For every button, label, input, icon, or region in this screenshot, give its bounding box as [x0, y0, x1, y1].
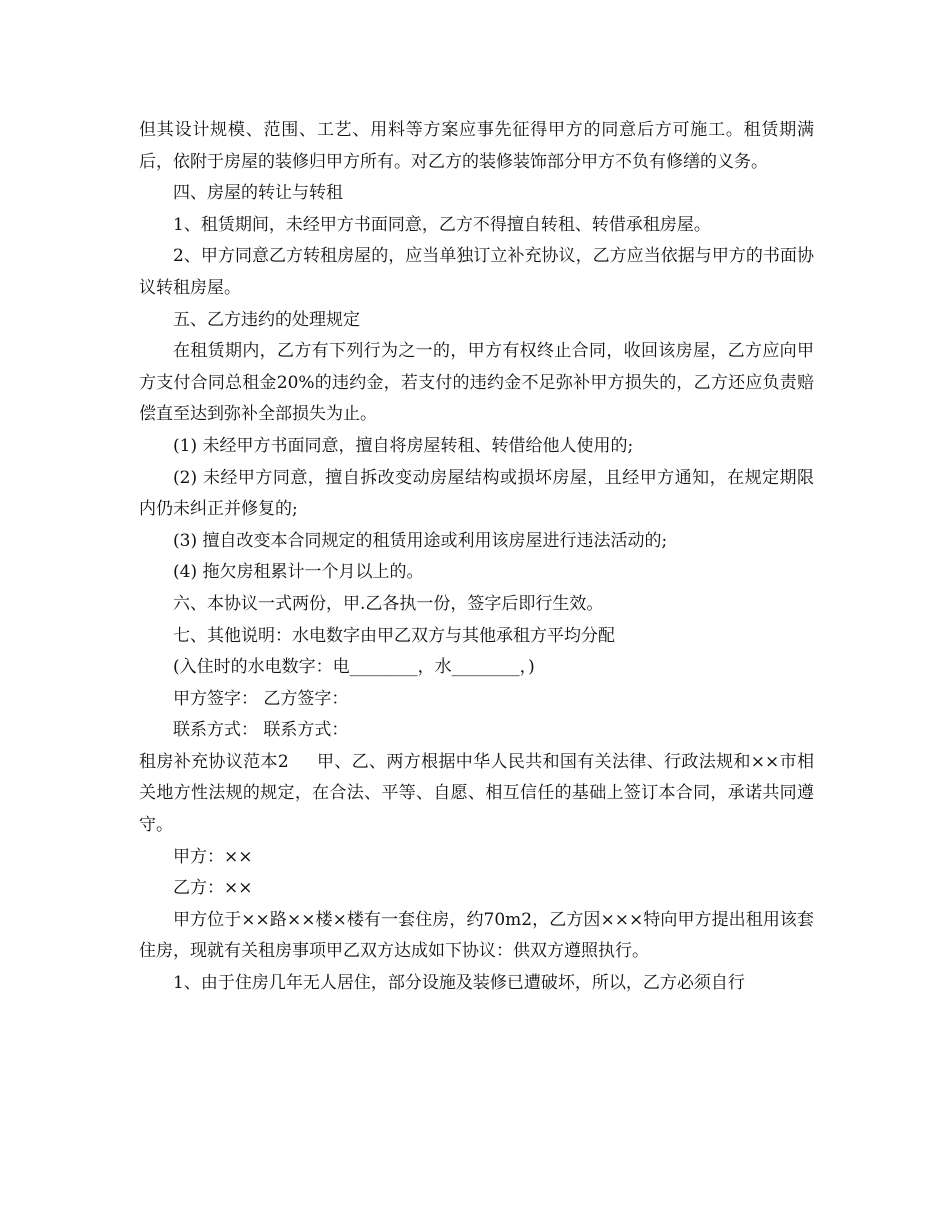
contract-body-part-1 [139, 115, 814, 747]
document-paragraph: 1、租赁期间，未经甲方书面同意，乙方不得擅自转租、转借承租房屋。 [173, 214, 711, 235]
sample2-heading: 租房补充协议范本2 [139, 751, 289, 772]
sample2-heading-paragraph [139, 747, 814, 842]
document-paragraph: 联系方式： 联系方式： [173, 720, 349, 741]
document-paragraph: 六、本协议一式两份，甲.乙各执一份，签字后即行生效。 [173, 593, 604, 614]
document-paragraph: 五、乙方违约的处理规定 [173, 309, 360, 330]
document-paragraph: 乙方：×× [173, 878, 253, 899]
document-page [139, 115, 814, 1000]
document-paragraph: (3) 擅自改变本合同规定的租赁用途或利用该房屋进行违法活动的; [173, 530, 668, 551]
document-paragraph: (1) 未经甲方书面同意，擅自将房屋转租、转借给他人使用的; [173, 435, 634, 456]
document-paragraph: (入住时的水电数字：电________，水________，) [173, 657, 535, 678]
document-paragraph: 甲方：×× [173, 846, 253, 867]
document-paragraph: 四、房屋的转让与转租 [173, 183, 343, 204]
document-paragraph: 但其设计规模、范围、工艺、用料等方案应事先征得甲方的同意后方可施工。租赁期满后，依附于房屋的装修归甲方所有。对乙方的装修装饰部分甲方不负有修缮的义务。 [139, 120, 814, 172]
document-paragraph: 在租赁期内，乙方有下列行为之一的，甲方有权终止合同，收回该房屋，乙方应向甲方支付合同总租金20%的违约金，若支付的违约金不足弥补甲方损失的，乙方还应负责赔偿直至达到弥补全部损失为止。 [139, 341, 814, 425]
document-paragraph: (4) 拖欠房租累计一个月以上的。 [173, 562, 424, 583]
document-paragraph: 2、甲方同意乙方转租房屋的，应当单独订立补充协议，乙方应当依据与甲方的书面协议转租房屋。 [139, 246, 814, 298]
document-paragraph: 七、其他说明：水电数字由甲乙双方与其他承租方平均分配 [173, 625, 615, 646]
contract-body-part-2 [139, 842, 814, 1000]
sample2-intro: 甲、乙、两方根据中华人民共和国有关法律、行政法规和××市相关地方性法规的规定，在合法、平等、自愿、相互信任的基础上签订本合同，承诺共同遵守。 [139, 751, 814, 836]
document-paragraph: 1、由于住房几年无人居住，部分设施及装修已遭破坏，所以，乙方必须自行 [173, 973, 745, 994]
document-paragraph: 甲方签字： 乙方签字： [173, 688, 349, 709]
document-paragraph: 甲方位于××路××楼×楼有一套住房，约70m2，乙方因×××特向甲方提出租用该套住房，现就有关租房事项甲乙双方达成如下协议：供双方遵照执行。 [139, 909, 814, 962]
document-paragraph: (2) 未经甲方同意，擅自拆改变动房屋结构或损坏房屋，且经甲方通知，在规定期限内仍未纠正并修复的; [139, 467, 814, 520]
